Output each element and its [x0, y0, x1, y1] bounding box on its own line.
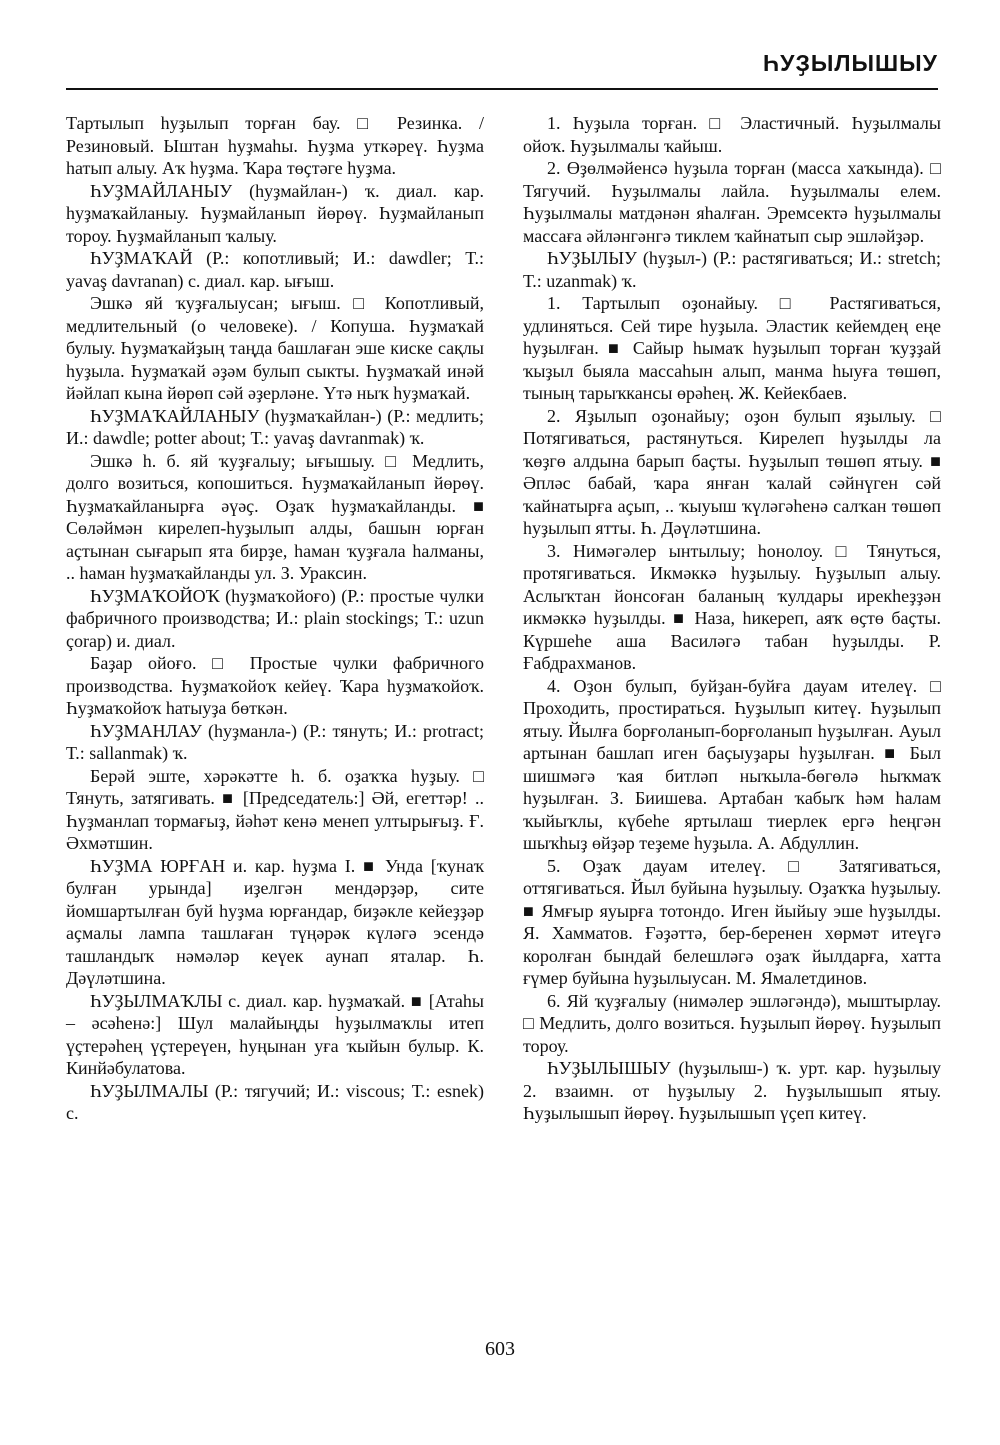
dictionary-entry: ҺУҘМАҠОЙОҠ (һуҙмаҡойоғо) (Р.: простые чулки фабричного производства; И.: plain stockings; Т.: uzun çorap) и. диал.: [66, 585, 484, 651]
sense-3: 3. Нимәгәлер ынтылыу; һонолоу. □ Тянуться, протягиваться. Икмәккә һуҙылыу. Һуҙылып алыу. Аслыҡтан йонсоған баланың ҡулдары ирекһеҙҙән икмәккә һуҙылды. ■ Наза, һикереп, аяҡ өҫтө баҫты. Күршеһе аша Василәгә табан һуҙылды. Р. Ғабдрахманов.: [523, 540, 941, 673]
sense-1: 1. Тартылып оҙонайыу. □ Растягиваться, удлиняться. Сей тире һуҙыла. Эластик кейемдең еңе һуҙылған. ■ Сайыр һымаҡ һуҙылып торған ҡуҙҙай ҡыҙыл быяла массаһын алып, манма һыуға төшөп, тының тарыҡкансы өрәһең. Ж. Кейекбаев.: [523, 293, 941, 403]
header-rule: [66, 88, 938, 90]
entry-definition: Баҙар ойоғо. □ Простые чулки фабричного производства. Һуҙмаҡойоҡ кейеү. Ҡара һуҙмаҡойоҡ. Һуҙмаҡойоҡ һатыуҙа бөткән.: [66, 653, 484, 718]
dictionary-entry: ҺУҘМАЙЛАНЫУ (һуҙмайлан-) ҡ. диал. кар. һуҙмаҡайланыу. Һуҙмайланып йөрөү. Һуҙмайланып тороу. Һуҙмайланып ҡалыу.: [66, 180, 484, 246]
left-column: [66, 112, 484, 1125]
sense-5: 5. Оҙаҡ дауам ителеү. □ Затягиваться, оттягиваться. Йыл буйына һуҙылыу. Оҙаҡҡа һуҙылыу. ■ Ямғыр яуырға тотондо. Иген йыйыу эше һуҙылды. Я. Хамматов. Ғәҙәттә, бер-беренен хөрмәт итеүгә королған бындай белешләгә оҙаҡ йылдарға, хатта ғүмер буйына һуҙылыусан. М. Ямалетдинов.: [523, 855, 941, 988]
dictionary-entry: ҺУҘМА ЮРҒАН и. кар. һуҙма I. ■ Унда [ҡунаҡ булған урында] иҙелгән мендәрҙәр, сите йомшартылған буй һуҙма юрғандар, биҙәкле кейеҙҙәр аҫмалы лампа ташлаған түңәрәк күләгә эсендә ташландыҡ нәмәләр кеүек аунап яталар. Һ. Дәүләтшина.: [66, 855, 484, 988]
dictionary-entry: ҺУҘМАҠАЙЛАНЫУ (һуҙмаҡайлан-) (Р.: медлить; И.: dawdle; potter about; Т.: yavaş davranmak) ҡ.: [66, 405, 484, 448]
running-header: ҺУҘЫЛЫШЫУ: [763, 50, 938, 76]
right-column: [523, 112, 941, 1125]
entry-definition: Эшкә һ. б. яй ҡуҙғалыу; ығышыу. □ Медлить, долго возиться, копошиться. Һуҙмаҡайланып йөрөү. Һуҙмаҡайланырға әүәҫ. Оҙаҡ һуҙмаҡайланды. ■ Сөләймән кирелеп-һуҙылып алды, башын юрған аҫтынан сығарып ята бирҙе, һаман ҡуҙғала һалманы, .. һаман һуҙмаҡайланды ул. З. Ураксин.: [66, 450, 484, 583]
dictionary-entry: ҺУҘМАҠАЙ (Р.: копотливый; И.: dawdler; Т.: yavaş davranan) с. диал. кар. ығыш.: [66, 248, 484, 291]
entry-definition: Эшкә яй ҡуҙғалыусан; ығыш. □ Копотливый, медлительный (о человеке). / Копуша. Һуҙмаҡай булыу. Һуҙмаҡайҙың таңда башлаған эше киске сақлы һуҙыла. Һуҙмаҡай әҙәм булып сыкты. Һуҙмаҡай инәй йәйлап кына йөрөп сәй әҙерләне. Үтә ныҡ һуҙмаҡай.: [66, 293, 484, 403]
sense-6: 6. Яй ҡуҙғалыу (нимәлер эшләгәндә), мыштырлау. □ Медлить, долго возиться. Һуҙылып йөрөү. Һуҙылып тороу.: [523, 990, 941, 1056]
dictionary-entry: ҺУҘЫЛЫШЫУ (һуҙылыш-) ҡ. урт. кар. һуҙылыу 2. взаимн. от һуҙылыу 2. Һуҙылышып ятыу. Һуҙылышып йөрөү. Һуҙылышып үҫеп китеү.: [523, 1058, 941, 1123]
dictionary-entry: ҺУҘЫЛМАҠЛЫ с. диал. кар. һуҙмаҡай. ■ [Атаһы – әсәһенә:] Шул малайыңды һуҙылмаҡлы итеп үҫтерәһең үҫтереүен, һуңынан уға ҡыйын булыр. К. Кинйәбулатова.: [66, 990, 484, 1078]
dictionary-entry: ҺУҘЫЛМАЛЫ (Р.: тягучий; И.: viscous; Т.: esnek) с.: [66, 1080, 484, 1123]
sense-2: 2. Яҙылып оҙонайыу; оҙон булып яҙылыу. □ Потягиваться, растянуться. Кирелеп һуҙылды ла ҡөҙгө алдына барып баҫты. Һуҙылып төшөп ятыу. ■ Әпләс бабай, ҡара янған ҡалай сәйнүген сәй ҡайнатырға аҫып, .. ҡыуыш ҡүләгәһенә салҡан төшөп һуҙылып ятты. Һ. Дәүләтшина.: [523, 405, 941, 538]
entry-definition: Берәй эште, хәрәкәтте һ. б. оҙаҡҡа һуҙыу. □ Тянуть, затягивать. ■ [Председатель:] Әй, егеттәр! .. Һуҙманлап тормағыҙ, йәһәт кенә менеп ултырығыҙ. Ғ. Әхмәтшин.: [66, 765, 484, 853]
page-number: 603: [485, 1338, 515, 1360]
entry-continuation: Тартылып һуҙылып торған бау. □ Резинка. / Резиновый. Ыштан һуҙмаһы. Һуҙма уткәреү. Һуҙма һатып алыу. Аҡ һуҙма. Ҡара төҫтәге һуҙма.: [66, 113, 484, 178]
sense-2: 2. Өҙөлмәйенсә һуҙыла торған (масса хаҡында). □ Тягучий. Һуҙылмалы лайла. Һуҙылмалы елем. Һуҙылмалы матдәнән яһалған. Эремсектә һуҙылмалы массаға әйләнгәнгә тиклем ҡайнатып сыр эшләйҙәр.: [523, 158, 941, 246]
dictionary-entry: ҺУҘЫЛЫУ (һуҙыл-) (Р.: растягиваться; И.: stretch; Т.: uzanmak) ҡ.: [523, 248, 941, 291]
dictionary-entry: ҺУҘМАНЛАУ (һуҙманла-) (Р.: тянуть; И.: protract; Т.: sallanmak) ҡ.: [66, 720, 484, 763]
sense-1: 1. Һуҙыла торған. □ Эластичный. Һуҙылмалы ойоҡ. Һуҙылмалы ҡайыш.: [523, 113, 941, 156]
sense-4: 4. Оҙон булып, буйҙан-буйға дауам ителеү. □ Проходить, простираться. Һуҙылып китеү. Һуҙылып ятыу. Йылға борғоланып-борғоланып һуҙылған. Ауыл артынан башлап иген баҫыуҙары һуҙылған. ■ Был шишмәгә ҡая битләп ныҡыла-бөгөлә һыҡмаҡ һуҙылған. З. Биишева. Артабан ҡабыҡ һәм һалам ҡыйыҡлы, күбеһе яртылаш тиерлек ергә һеңгән шыҡһыҙ өйҙәр теҙеме һуҙыла. А. Абдуллин.: [523, 675, 941, 853]
